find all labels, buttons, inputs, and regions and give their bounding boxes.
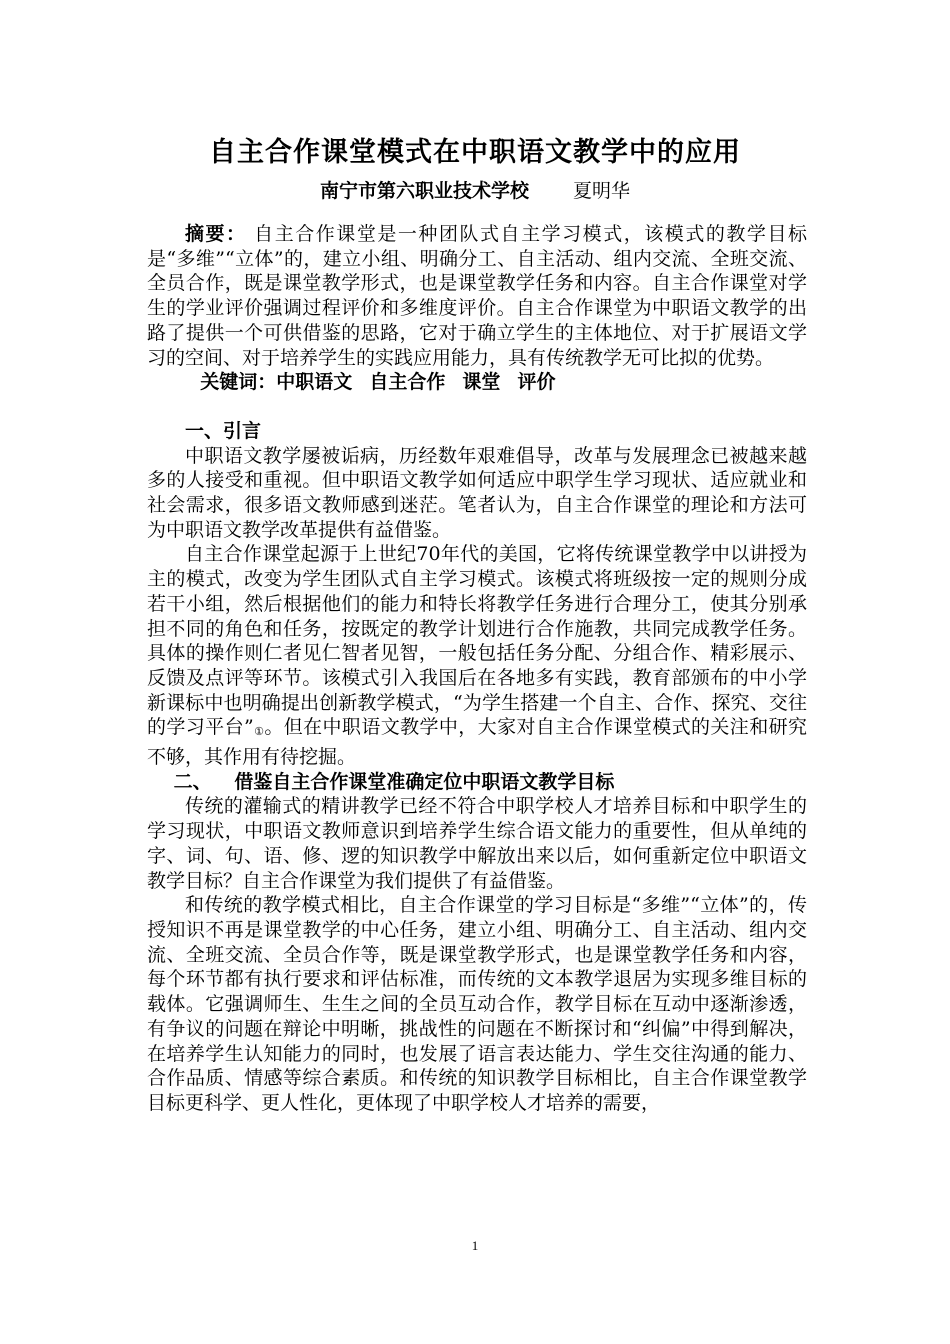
section-heading-1: 一、引言	[185, 419, 262, 442]
footnote-marker[interactable]: ①	[253, 725, 265, 739]
byline	[0, 176, 950, 203]
paragraph: 和传统的教学模式相比，自主合作课堂的学习目标是“多维”“立体”的，传授知识不再是课堂教学的中心任务，建立小组、明确分工、自主活动、组内交流、全班交流、全员合作等，既是课堂教学形式，也是课堂教学任务和内容，每个环节都有执行要求和评估标准，而传统的文本教学退居为实现多维目标的载体。它强调师生、生生之间的全员互动合作，教学目标在互动中逐渐渗透，有争议的问题在辩论中明晰，挑战性的问题在不断探讨和“纠偏”中得到解决，在培养学生认知能力的同时，也发展了语言表达能力、学生交往沟通的能力、合作品质、情感等综合素质。和传统的知识教学目标相比，自主合作课堂教学目标更科学、更人性化，更体现了中职学校人才培养的需要，	[147, 894, 807, 1114]
paper-title: 自主合作课堂模式在中职语文教学中的应用	[209, 137, 741, 168]
author-affiliation: 南宁市第六职业技术学校	[319, 180, 529, 202]
paper-body	[147, 222, 807, 1116]
section-number: 二、	[173, 770, 212, 793]
author-name: 夏明华	[573, 180, 631, 202]
section-heading-2	[147, 770, 807, 795]
paragraph	[147, 542, 807, 769]
keywords-label: 关键词：	[200, 371, 277, 394]
paragraph-text: 。但在中职语文教学中，大家对自主合作课堂模式的关注和研究不够，其作用有待挖掘。	[147, 716, 807, 769]
abstract-label: 摘要：	[185, 223, 247, 245]
section-title: 借鉴自主合作课堂准确定位中职语文教学目标	[234, 770, 615, 793]
abstract-text: 自主合作课堂是一种团队式自主学习模式，该模式的教学目标是“多维”“立体”的，建立小组、明确分工、自主活动、组内交流、全班交流、全员合作，既是课堂教学形式，也是课堂教学任务和内容。自主合作课堂对学生的学业评价强调过程评价和多维度评价。自主合作课堂为中职语文教学的出路了提供一个可供借鉴的思路，它对于确立学生的主体地位、对于扩展语文学习的空间、对于培养学生的实践应用能力，具有传统教学无可比拟的优势。	[147, 223, 807, 369]
paragraph: 中职语文教学屡被诟病，历经数年艰难倡导，改革与发展理念已被越来越多的人接受和重视。但中职语文教学如何适应中职学生学习现状、适应就业和社会需求，很多语文教师感到迷茫。笔者认为，自主合作课堂的理论和方法可为中职语文教学改革提供有益借鉴。	[147, 444, 807, 541]
page-number: 1	[471, 1238, 479, 1253]
keyword-item: 中职语文	[276, 371, 353, 394]
keyword-item: 课堂	[462, 371, 501, 394]
paragraph-text: 自主合作课堂起源于上世纪70年代的美国，它将传统课堂教学中以讲授为主的模式，改变为学生团队式自主学习模式。该模式将班级按一定的规则分成若干小组，然后根据他们的能力和特长将教学任务进行合理分工，使其分别承担不同的角色和任务，按既定的教学计划进行合作施教，共同完成教学任务。具体的操作则仁者见仁智者见智，一般包括任务分配、分组合作、精彩展示、反馈及点评等环节。该模式引入我国后在各地多有实践，教育部颁布的中小学新课标中也明确提出创新教学模式，“为学生搭建一个自主、合作、探究、交往的学习平台”	[147, 543, 807, 739]
keywords	[200, 370, 807, 395]
paragraph: 传统的灌输式的精讲教学已经不符合中职学校人才培养目标和中职学生的学习现状，中职语文教师意识到培养学生综合语文能力的重要性，但从单纯的字、词、句、语、修、逻的知识教学中解放出来以后，如何重新定位中职语文教学目标？自主合作课堂为我们提供了有益借鉴。	[147, 795, 807, 892]
keyword-item: 自主合作	[369, 371, 446, 394]
abstract	[147, 222, 807, 370]
keyword-item: 评价	[517, 371, 556, 394]
